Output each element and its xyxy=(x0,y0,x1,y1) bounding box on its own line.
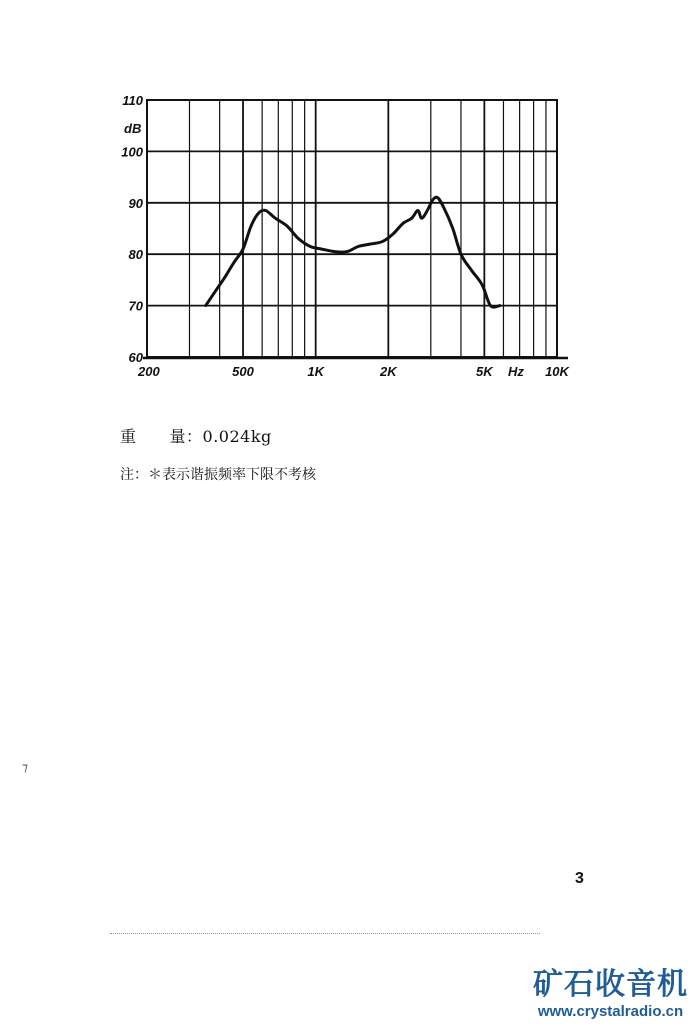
scan-artifact-line xyxy=(110,933,540,934)
x-tick-label: 5K xyxy=(476,364,493,379)
y-axis-label: dB xyxy=(124,121,142,136)
chart-frame xyxy=(143,100,568,358)
response-line xyxy=(206,197,500,307)
y-tick-label: 60 xyxy=(128,350,143,365)
y-tick-label: 80 xyxy=(128,247,143,263)
x-tick-label: 1K xyxy=(307,364,324,379)
chart-grid xyxy=(147,100,557,357)
watermark xyxy=(528,968,693,1022)
x-tick-labels xyxy=(137,364,571,379)
y-tick-label: 100 xyxy=(121,144,143,160)
footnote: 注：＊表示谐振频率下限不考核 xyxy=(120,467,316,483)
x-tick-label: 2K xyxy=(380,364,397,379)
margin-mark: ⁊ xyxy=(22,760,28,774)
weight-value: 0.024kg xyxy=(202,427,272,446)
page-number: 3 xyxy=(575,870,584,887)
plot-border xyxy=(147,100,557,357)
y-tick-label: 110 xyxy=(122,93,143,108)
y-tick-label: 70 xyxy=(128,298,143,314)
weight-label: 重 量： xyxy=(120,427,203,446)
weight-line xyxy=(120,424,272,447)
watermark-url: www.crystalradio.cn xyxy=(537,1003,684,1020)
y-tick-label: 90 xyxy=(128,195,143,211)
watermark-title: 矿石收音机 xyxy=(533,967,688,1002)
response-curve xyxy=(206,197,500,307)
frequency-response-chart xyxy=(0,0,699,400)
x-tick-label: 500 xyxy=(232,364,254,379)
x-axis-unit: Hz xyxy=(508,364,524,379)
x-tick-label: 10K xyxy=(545,364,569,379)
x-tick-label: 200 xyxy=(138,364,160,379)
